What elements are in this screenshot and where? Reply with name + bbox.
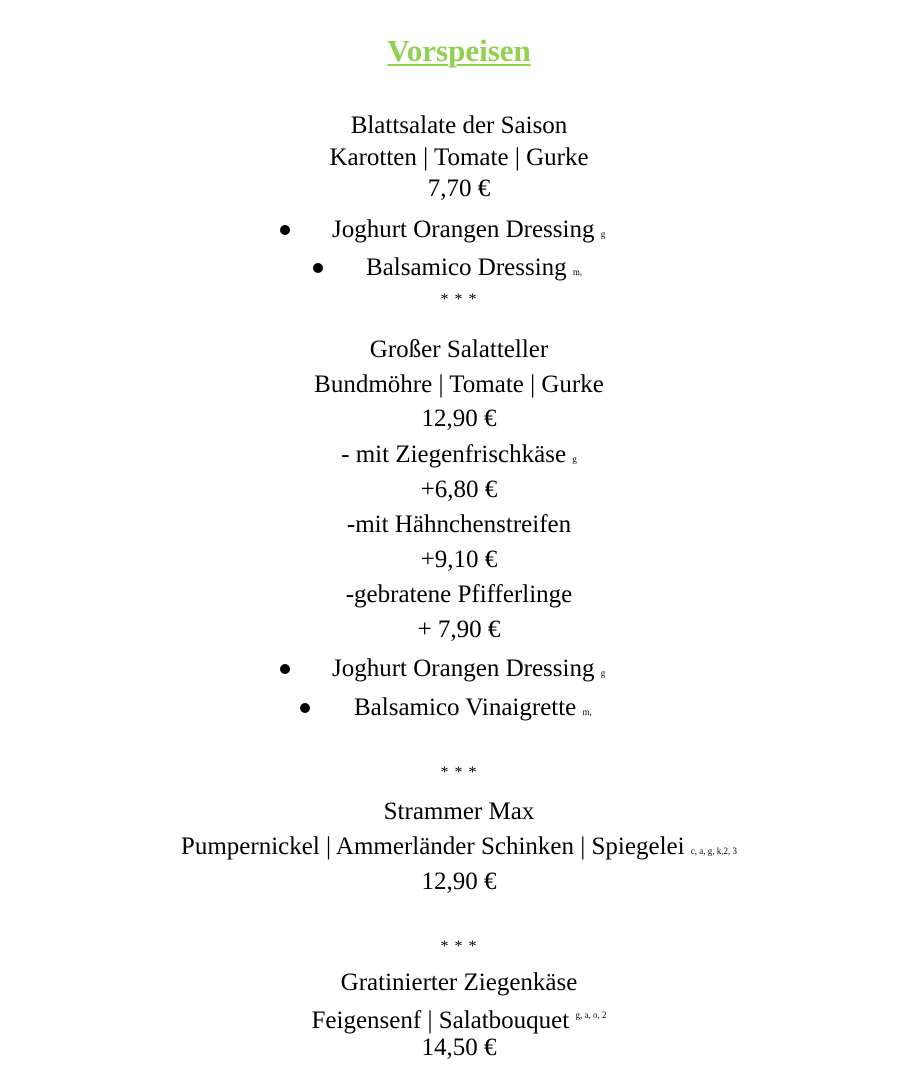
extra-option: - mit Ziegenfrischkäse g — [341, 441, 577, 468]
item-price: 14,50 € — [421, 1034, 497, 1061]
item-price: 12,90 € — [421, 868, 497, 895]
allergen-code: g — [600, 668, 606, 678]
extra-price: +9,10 € — [420, 546, 498, 573]
item-price: 7,70 € — [427, 175, 491, 202]
extra-option: -gebratene Pfifferlinge — [345, 581, 573, 608]
extra-price: +6,80 € — [420, 476, 498, 503]
item-description: Karotten | Tomate | Gurke — [329, 144, 589, 171]
extra-option: -mit Hähnchenstreifen — [346, 511, 572, 538]
extra-price: + 7,90 € — [417, 616, 501, 643]
bullet-icon — [280, 664, 290, 674]
item-description: Feigensenf | Salatbouquet $^{g, a, o, 2}$ — [311, 1007, 607, 1034]
allergen-code: m, — [572, 267, 583, 277]
bullet-icon — [300, 703, 310, 713]
allergen-code: c, a, g, k,2, 3 — [690, 846, 738, 856]
allergen-code: m, — [582, 707, 592, 717]
item-name: Strammer Max — [383, 798, 535, 825]
item-description: Bundmöhre | Tomate | Gurke — [314, 371, 604, 398]
allergen-code: g, a, o, 2 — [575, 1010, 607, 1020]
item-name: Großer Salatteller — [369, 336, 549, 363]
page-title: Vorspeisen — [387, 33, 531, 68]
item-name: Gratinierter Ziegenkäse — [340, 969, 578, 996]
separator: * * * — [440, 938, 478, 955]
separator: * * * — [440, 291, 478, 308]
dressing-label: Balsamico Vinaigrette — [354, 694, 577, 721]
allergen-code: g — [572, 454, 577, 464]
item-price: 12,90 € — [421, 405, 497, 432]
bullet-icon — [313, 263, 323, 273]
allergen-code: g — [600, 229, 606, 239]
item-description: Pumpernickel | Ammerländer Schinken | Spiegelei c, a, g, k,2, 3 — [180, 833, 738, 860]
separator: * * * — [440, 764, 478, 781]
dressing-label: Balsamico Dressing — [366, 254, 567, 281]
item-name: Blattsalate der Saison — [350, 112, 568, 139]
dressing-label: Joghurt Orangen Dressing — [332, 216, 595, 243]
dressing-label: Joghurt Orangen Dressing — [332, 655, 595, 682]
bullet-icon — [280, 225, 290, 235]
